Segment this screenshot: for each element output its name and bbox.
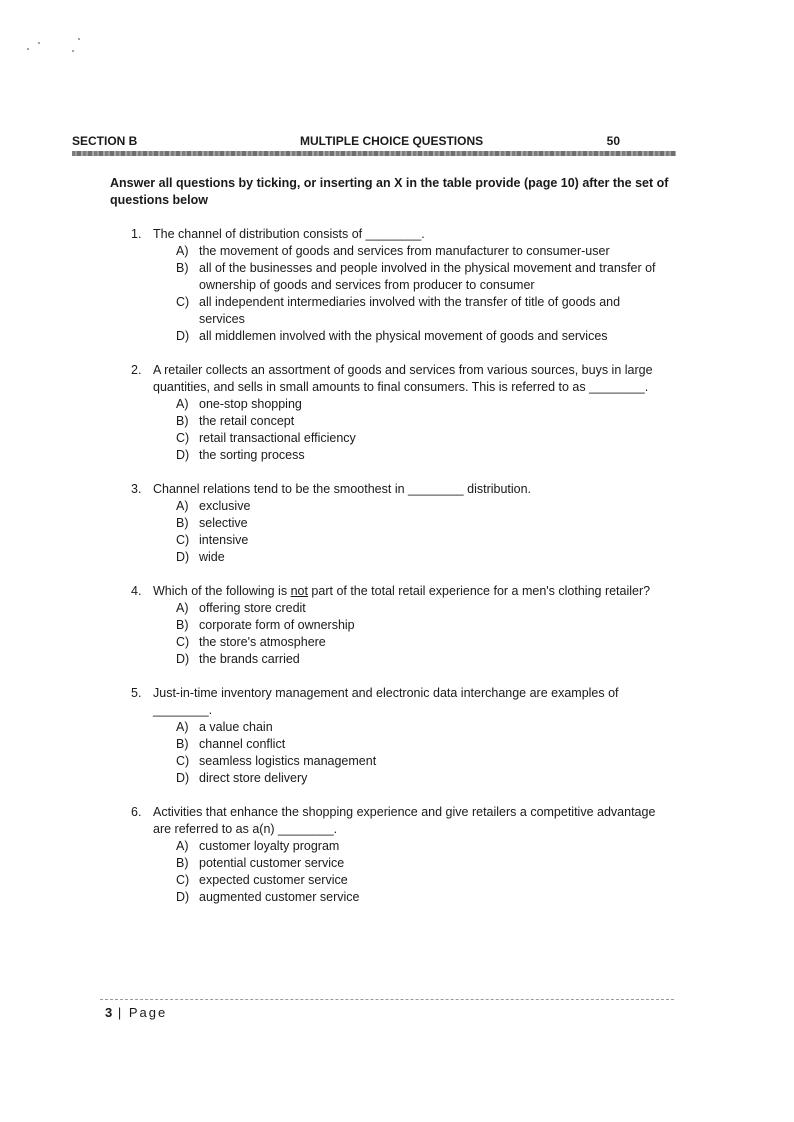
question-blank-line: [0, 702, 673, 719]
option-text: wide: [199, 550, 225, 564]
option-text: all of the businesses and people involved in the physical movement and transfer of ownership of goods and services from producer to consumer: [199, 261, 656, 292]
answer-option-c: [0, 634, 669, 651]
page-label: Page: [128, 1005, 168, 1020]
question-text: Which of the following is: [153, 584, 291, 598]
answer-options: [0, 719, 794, 787]
scan-speck: [38, 42, 40, 44]
option-letter: D): [176, 550, 190, 564]
question-number: 3.: [131, 482, 142, 496]
option-letter: A): [176, 244, 189, 258]
option-letter: C): [176, 873, 190, 887]
question-stem: [0, 804, 673, 838]
question-stem: [0, 362, 673, 396]
question-number: 1.: [131, 227, 142, 241]
answer-options: [0, 838, 794, 906]
question-3: [0, 481, 794, 566]
option-letter: B): [176, 261, 189, 275]
answer-option-c: [0, 430, 669, 447]
answer-option-c: [0, 753, 669, 770]
answer-options: [0, 498, 794, 566]
option-letter: D): [176, 448, 190, 462]
scan-speck: [72, 50, 74, 52]
option-text: exclusive: [199, 499, 251, 513]
option-letter: D): [176, 329, 190, 343]
question-stem: [0, 481, 673, 498]
answer-option-a: [0, 243, 669, 260]
option-letter: B): [176, 618, 189, 632]
question-number: 5.: [131, 686, 142, 700]
emphasis-not: not: [290, 584, 308, 598]
instructions: Answer all questions by ticking, or inserting an X in the table provide (page 10) after the set of questions below: [110, 176, 669, 207]
answer-option-a: [0, 498, 669, 515]
question-text: Just-in-time inventory management and electronic data interchange are examples of: [153, 686, 619, 700]
option-text: a value chain: [199, 720, 273, 734]
answer-option-b: [0, 736, 669, 753]
scan-speck: [78, 38, 80, 40]
option-text: the store's atmosphere: [199, 635, 326, 649]
option-text: seamless logistics management: [199, 754, 377, 768]
option-text: all independent intermediaries involved with the transfer of title of goods and services: [199, 295, 621, 326]
answer-option-b: [0, 515, 669, 532]
question-4: [0, 583, 794, 668]
page-separator: |: [112, 1005, 129, 1020]
option-letter: A): [176, 499, 189, 513]
option-letter: B): [176, 737, 189, 751]
option-text: the retail concept: [199, 414, 295, 428]
answer-option-d: [0, 447, 669, 464]
question-1: [0, 226, 794, 345]
option-letter: A): [176, 839, 189, 853]
option-letter: D): [176, 652, 190, 666]
question-2: [0, 362, 794, 464]
option-letter: D): [176, 890, 190, 904]
page-footer: [105, 1005, 167, 1020]
scan-speck: [27, 48, 29, 50]
option-text: the sorting process: [199, 448, 305, 462]
option-text: selective: [199, 516, 248, 530]
answer-option-d: [0, 889, 669, 906]
option-text: retail transactional efficiency: [199, 431, 356, 445]
answer-option-d: [0, 328, 669, 345]
option-text: augmented customer service: [199, 890, 360, 904]
answer-option-a: [0, 396, 669, 413]
answer-option-d: [0, 770, 669, 787]
option-text: one-stop shopping: [199, 397, 302, 411]
answer-option-b: [0, 855, 669, 872]
answer-option-a: [0, 719, 669, 736]
answer-option-b: [0, 413, 669, 430]
option-letter: B): [176, 516, 189, 530]
answer-options: [0, 396, 794, 464]
option-letter: C): [176, 635, 190, 649]
option-text: corporate form of ownership: [199, 618, 355, 632]
option-text: customer loyalty program: [199, 839, 340, 853]
option-letter: A): [176, 720, 189, 734]
option-letter: D): [176, 771, 190, 785]
option-letter: A): [176, 397, 189, 411]
option-text: channel conflict: [199, 737, 286, 751]
option-letter: B): [176, 856, 189, 870]
answer-option-c: [0, 294, 669, 328]
question-text: The channel of distribution consists of ________.: [153, 227, 425, 241]
answer-option-a: [0, 838, 669, 855]
question-number: 4.: [131, 584, 142, 598]
question-stem: [0, 226, 673, 243]
header-rule: [72, 151, 676, 156]
option-text: the movement of goods and services from manufacturer to consumer-user: [199, 244, 610, 258]
option-text: offering store credit: [199, 601, 306, 615]
answer-option-b: [0, 617, 669, 634]
answer-option-c: [0, 532, 669, 549]
answer-option-a: [0, 600, 669, 617]
question-number: 6.: [131, 805, 142, 819]
option-text: all middlemen involved with the physical movement of goods and services: [199, 329, 608, 343]
question-stem: [0, 583, 673, 600]
question-text: A retailer collects an assortment of goods and services from various sources, buys in large quantities, and sells in small amounts to final consumers. This is referred to as ________.: [153, 363, 653, 394]
question-text: Channel relations tend to be the smoothest in ________ distribution.: [153, 482, 532, 496]
section-label: SECTION B: [72, 134, 138, 148]
question-list: [0, 226, 794, 923]
option-letter: A): [176, 601, 189, 615]
answer-options: [0, 243, 794, 345]
option-letter: C): [176, 431, 190, 445]
option-text: expected customer service: [199, 873, 348, 887]
question-text: Activities that enhance the shopping experience and give retailers a competitive advantage are referred to as a(n) ________.: [153, 805, 656, 836]
option-text: intensive: [199, 533, 249, 547]
page-number: 3: [105, 1005, 113, 1020]
section-marks: 50: [606, 134, 620, 148]
question-stem: [0, 685, 673, 702]
answer-option-c: [0, 872, 669, 889]
option-text: direct store delivery: [199, 771, 308, 785]
question-blank: ________.: [153, 703, 213, 717]
footer-rule: [100, 999, 674, 1000]
answer-option-b: [0, 260, 669, 294]
question-6: [0, 804, 794, 906]
option-letter: C): [176, 533, 190, 547]
answer-option-d: [0, 549, 669, 566]
answer-option-d: [0, 651, 669, 668]
option-letter: C): [176, 754, 190, 768]
answer-options: [0, 600, 794, 668]
section-header: [72, 134, 676, 150]
option-text: the brands carried: [199, 652, 300, 666]
option-letter: C): [176, 295, 190, 309]
section-title: MULTIPLE CHOICE QUESTIONS: [300, 134, 484, 148]
question-5: [0, 685, 794, 787]
question-text-end: part of the total retail experience for a men's clothing retailer?: [307, 584, 651, 598]
option-letter: B): [176, 414, 189, 428]
question-number: 2.: [131, 363, 142, 377]
option-text: potential customer service: [199, 856, 345, 870]
